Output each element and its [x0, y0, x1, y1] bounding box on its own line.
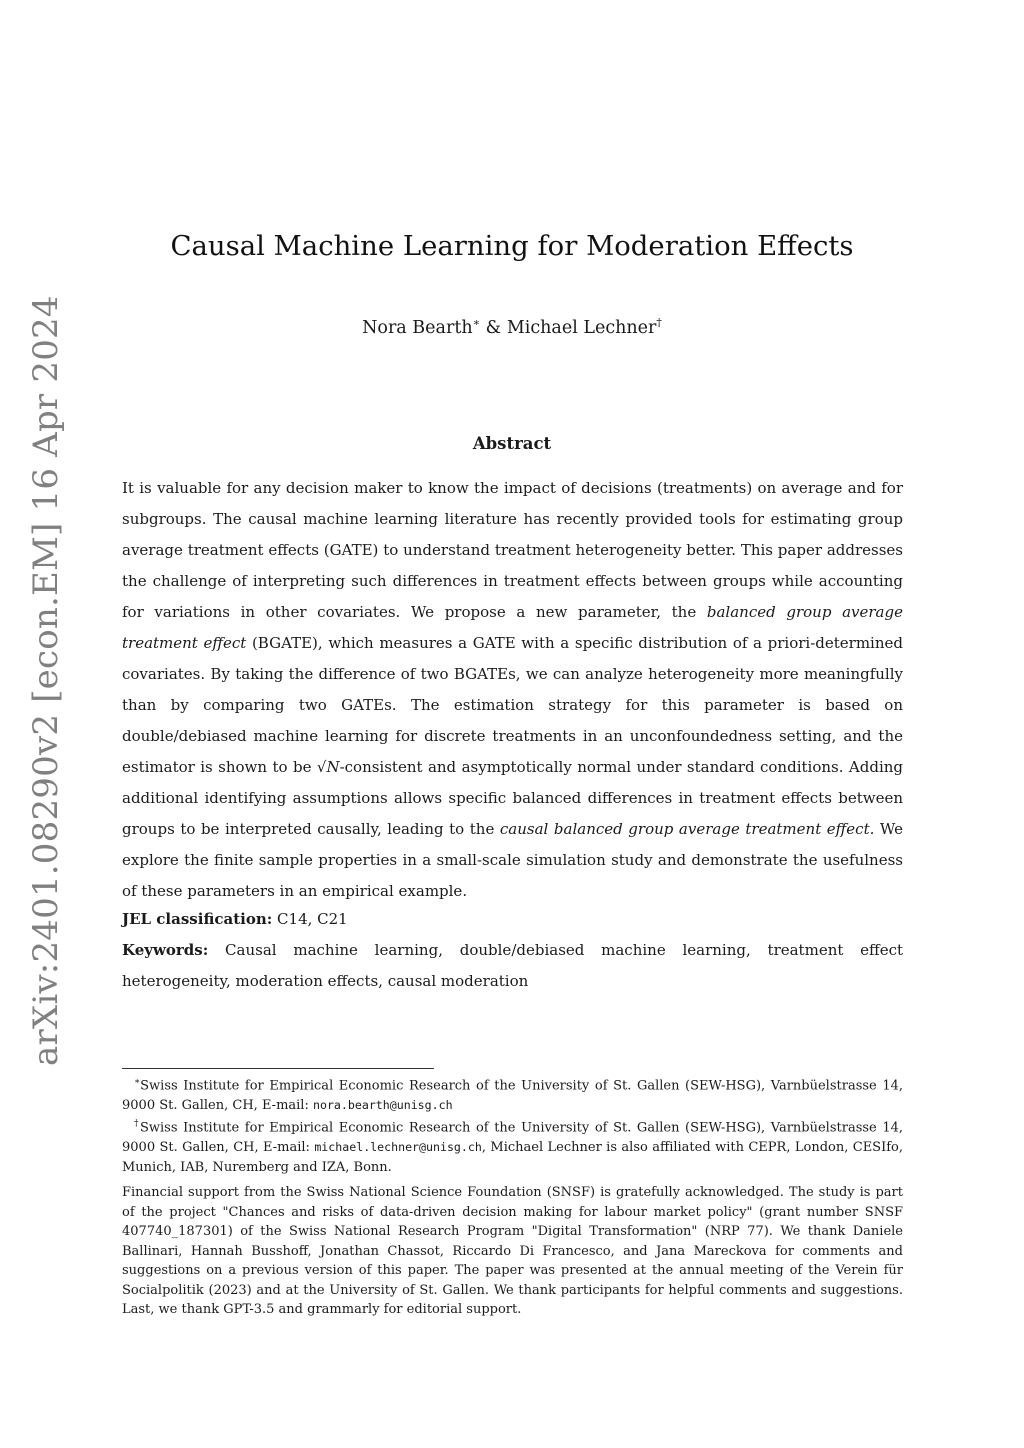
footnote-rule [122, 1068, 434, 1069]
keywords-label: Keywords: [122, 941, 209, 959]
author-footnote-mark-2[interactable]: † [656, 316, 662, 329]
footnote-1-text: Swiss Institute for Empirical Economic Research of the University of St. Gallen (SEW-HSG), Varnbüelstrasse 14, 9000 St. Gallen, CH, E-mail: [122, 1078, 903, 1113]
footnote-1 [122, 1073, 903, 1115]
abstract-term-bgate: balanced group average treatment effect [122, 603, 903, 652]
funding-acknowledgement: Financial support from the Swiss National Science Foundation (SNSF) is gratefully acknowledged. The study is part of the project "Chances and risks of data-driven decision making for labour market policy" (grant number SNSF 407740_187301) of the Swiss National Research Program "Digital Transformation" (NRP 77). We thank Daniele Ballinari, Hannah Busshoff, Jonathan Chassot, Riccardo Di Francesco, and Jana Mareckova for comments and suggestions on a previous version of this paper. The paper was presented at the annual meeting of the Verein für Socialpolitik (2023) and at the University of St. Gallen. We thank participants for helpful comments and suggestions. Last, we thank GPT-3.5 and grammarly for editorial support. [122, 1185, 903, 1318]
footnote-2-tail: , Michael Lechner is also affiliated with CEPR, London, CESIfo, Munich, IAB, Nuremberg and IZA, Bonn. [122, 1140, 903, 1175]
abstract-heading: Abstract [472, 434, 552, 453]
footnote-1-email[interactable]: nora.bearth@unisg.ch [312, 1097, 453, 1112]
jel-codes: C14, C21 [272, 910, 348, 928]
abstract-text-2: (BGATE), which measures a GATE with a specific distribution of a priori-determined covariates. By taking the difference of two BGATEs, we can analyze heterogeneity more meaningfully than by comparing two GATEs. The estimation strategy for this parameter is based on double/debiased machine learning for discrete treatments in an unconfoundedness setting, and the estimator is shown to be [122, 634, 903, 776]
author-footnote-mark-1[interactable]: ∗ [472, 316, 481, 329]
arxiv-identifier: arXiv:2401.08290v2 [econ.EM] 16 Apr 2024 [26, 295, 66, 1066]
footnote-2-mark: † [134, 1119, 140, 1130]
author-name-1: Nora Bearth [362, 317, 473, 338]
abstract-text-1: It is valuable for any decision maker to know the impact of decisions (treatments) on average and for subgroups. The causal machine learning literature has recently provided tools for estimating group average treatment effects (GATE) to understand treatment heterogeneity better. This paper addresses the challenge of interpreting such differences in treatment effects between groups while accounting for variations in other covariates. We propose a new parameter, the [122, 479, 903, 621]
sqrt-n-symbol: √N [316, 758, 340, 776]
footnote-2-text: Swiss Institute for Empirical Economic Research of the University of St. Gallen (SEW-HSG), Varnbüelstrasse 14, 9000 St. Gallen, CH, E-mail: [122, 1120, 904, 1156]
author-separator: & [480, 317, 507, 338]
footnote-2 [122, 1115, 903, 1177]
abstract-text-4: We explore the finite sample properties in a small-scale simulation study and demonstrate the usefulness of these parameters in an empirical example. [122, 820, 903, 900]
abstract-text-3: -consistent and asymptotically normal under standard conditions. Adding additional identifying assumptions allows specific balanced differences in treatment effects between groups to be interpreted causally, leading to the [122, 758, 904, 838]
footnotes [122, 1073, 903, 1320]
keywords-list: Causal machine learning, double/debiased machine learning, treatment effect heterogeneity, moderation effects, causal moderation [122, 941, 908, 990]
keywords [122, 935, 908, 997]
author-name-2: Michael Lechner [506, 317, 657, 338]
jel-classification [122, 904, 903, 935]
author-line [0, 316, 1024, 338]
footnote-1-mark: ∗ [134, 1077, 141, 1087]
jel-label: JEL classification: [122, 910, 273, 928]
footnote-2-email[interactable]: michael.lechner@unisg.ch [314, 1140, 482, 1155]
abstract-body [122, 473, 903, 907]
abstract-term-cbgate: causal balanced group average treatment effect. [499, 820, 875, 838]
paper-title: Causal Machine Learning for Moderation Effects [170, 230, 854, 262]
